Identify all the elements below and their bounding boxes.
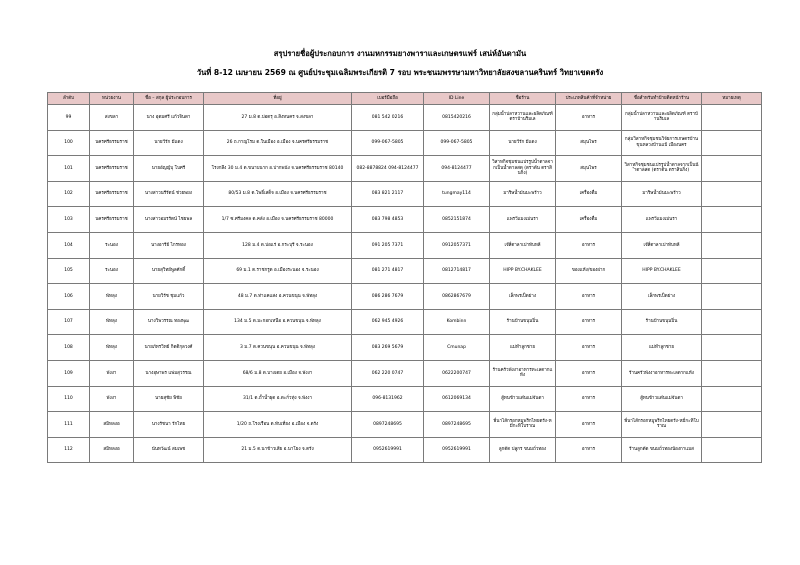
cell-sign-name: สู้ทนข้าวแต๋นแม่จันดา [622,386,702,412]
cell-address: 3 ม.7 ต.ควนขนุน อ.ควนขนุน จ.พัทลุง [204,335,352,361]
cell-remarks [702,284,762,310]
cell-product-type: อาหาร [556,105,622,131]
table-row [48,412,762,438]
cell-shop-name: แพรวีแมงเม่นรา [490,207,556,233]
header-address: ที่อยู่ [204,93,352,105]
cell-address: 31/1 ต.ถ้ำน้ำผุด อ.ตะกั่วทุ่ง จ.พังงา [204,386,352,412]
cell-shop-name: กลุ่มน้ำปลาหวานและผลิตภัณฑ์ ตราบ้านริมเล [490,105,556,131]
table-row [48,181,762,207]
cell-agency: พังงา [90,386,134,412]
cell-name: นายวีรัก มีแดง [134,130,204,156]
cell-phone: 081 542 0216 [352,105,424,131]
cell-phone: 091 205 7371 [352,232,424,258]
header-remarks: หมายเหตุ [702,93,762,105]
cell-line-id: 0852151874 [424,207,490,233]
cell-line-id: 0612069134 [424,386,490,412]
cell-line-id: tungmay114 [424,181,490,207]
cell-remarks [702,156,762,182]
cell-phone: 062 220 0747 [352,360,424,386]
cell-address: 21 ม.5 ต.นาข้าวเสีย อ.นาโยง จ.ตรัง [204,437,352,463]
cell-no: 111 [48,412,90,438]
cell-sign-name: มาริษน้ำมันมะพร้าว [622,181,702,207]
cell-phone: 083 269 5679 [352,335,424,361]
cell-product-type: ของแห้ง/ของฝาก [556,258,622,284]
cell-remarks [702,232,762,258]
cell-address: โรงกลึง 30 ม.4 ต.ขนาบนาก อ.ปากพนัง จ.นครศรีธรรมราช 80140 [204,156,352,182]
cell-no: 109 [48,360,90,386]
cell-shop-name: พี่นาไส้กรอกหมูพริกไทยตรัง-หมี่กะทิโบราณ [490,412,556,438]
cell-phone: 062 945 4926 [352,309,424,335]
cell-remarks [702,437,762,463]
table-row [48,130,762,156]
cell-shop-name: เจ๊สี่ตาลาเปาทับหลี [490,232,556,258]
cell-no: 101 [48,156,90,182]
cell-sign-name: ร้านลูกตัด ขนมถั่วทองน้องกาแมส [622,437,702,463]
cell-shop-name: ร้านครัวพังงาอาหารทะเลตากแห้ง [490,360,556,386]
cell-no: 105 [48,258,90,284]
cell-phone: 086 286 7679 [352,284,424,310]
cell-remarks [702,130,762,156]
table-row [48,232,762,258]
cell-no: 104 [48,232,90,258]
cell-agency: ระนอง [90,232,134,258]
cell-product-type: อาหาร [556,412,622,438]
cell-no: 108 [48,335,90,361]
cell-name: นางอุษาพร แพ่มสุวรรณ [134,360,204,386]
cell-line-id: 0815420216 [424,105,490,131]
cell-remarks [702,335,762,361]
cell-name: นางสาวนรีรัตน์ ช่วยพยง [134,181,204,207]
cell-name: นางอารีย์ ไกรทอง [134,232,204,258]
cell-agency: ระนอง [90,258,134,284]
header-shop-name: ชื่อร้าน [490,93,556,105]
cell-sign-name: เล็กพรเป็ดย่าง [622,284,702,310]
cell-sign-name: แม่ทำลูกชาย [622,335,702,361]
cell-name: นายสุชัย พิชัย [134,386,204,412]
cell-product-type: สมุนไพร [556,156,622,182]
table-row [48,207,762,233]
cell-remarks [702,412,762,438]
header-sign-name: ชื่อสำหรับทำป้ายติดหน้าร้าน [622,93,702,105]
cell-phone: 083 798 4853 [352,207,424,233]
cell-address: 1/20 ถ.โรงเรือน ต.ทับเที่ยง อ.เมือง จ.ตรัง [204,412,352,438]
cell-phone: 083 821 2117 [352,181,424,207]
cell-shop-name: มาริษน้ำมันมะพร้าว [490,181,556,207]
cell-product-type: อาหาร [556,232,622,258]
cell-no: 103 [48,207,90,233]
cell-line-id: 099-067-5805 [424,130,490,156]
header-name: ชื่อ – สกุล ผู้ประกอบการ [134,93,204,105]
cell-remarks [702,258,762,284]
cell-product-type: อาหาร [556,360,622,386]
cell-sign-name: วิสาหกิจชุมชนแปรรูปน้ำตาลจากเป็นน้ำตาลสด (ตราต้น ตราสินกิ่ง) [622,156,702,182]
cell-phone: 082-8878824 094-8124477 [352,156,424,182]
cell-product-type: เครื่องดื่ม [556,207,622,233]
cell-shop-name: แม่ทำลูกชาย [490,335,556,361]
cell-shop-name: วิสาหกิจชุมชนแปรรูปน้ำตาลจากเป็นน้ำตาลสด (ตราต้น ตราสินกิ่ง) [490,156,556,182]
cell-address: 1/7 ซ.ศรีมงคล ต.คลัง อ.เมือง จ.นครศรีธรรมราช 80000 [204,207,352,233]
cell-phone: 0897248695 [352,412,424,438]
cell-address: 26 ถ.กาญโรม ต.ในเมือง อ.เมือง จ.นครศรีธรรมราช [204,130,352,156]
cell-remarks [702,309,762,335]
cell-agency: นครศรีธรรมราช [90,130,134,156]
cell-phone: 096-8131962 [352,386,424,412]
table-row [48,360,762,386]
cell-sign-name: ร้านบ้านขนุนปิ่น [622,309,702,335]
header-phone: เบอร์มือถือ [352,93,424,105]
cell-agency: สมิหลงอ [90,437,134,463]
table-row [48,309,762,335]
cell-address: 128 ม.4 ต.บ่อแร่ อ.กระบุรี จ.ระนอง [204,232,352,258]
cell-phone: 099-067-5805 [352,130,424,156]
cell-name: นางวิพวรรณ ทองพุฒ [134,309,204,335]
table-row [48,156,762,182]
table-row [48,335,762,361]
cell-address: 68/6 ม.8 ต.บางเตย อ.เมือง จ.พังงา [204,360,352,386]
cell-shop-name: สู้ทนข้าวแต๋นแม่จันดา [490,386,556,412]
cell-sign-name: เจ๊สี่ตาลาเปาทับหลี [622,232,702,258]
cell-no: 110 [48,386,90,412]
cell-name: นางรัชนา รักไทย [134,412,204,438]
cell-sign-name: กลุ่มวิสาหกิจชุมชนวิจัยการเกษตรบ้านขุนหลวงบ้านแป้ เมืองนคร [622,130,702,156]
cell-name: นายอัญญ์บุ โบศรี [134,156,204,182]
header-no: ลำดับ [48,93,90,105]
cell-agency: สมิหลงอ [90,412,134,438]
cell-address: 134 ม.5 ต.มะกอกเหนือ อ.ควนขนุน จ.พัทลุง [204,309,352,335]
cell-sign-name: แพรวีแมงเม่นรา [622,207,702,233]
cell-address: 69 ม.1 ต.ราชกรูด อ.เมืองระนอง จ.ระนอง [204,258,352,284]
document-subtitle: วันที่ 8-12 เมษายน 2569 ณ ศูนย์ประชุมเฉลิมพระเกียรติ 7 รอบ พระชนมพรรษามหาวิทยาลัยสงขลานครินทร์ วิทยาเขตตรัง [196,68,604,77]
cell-shop-name: ลูกตัด ปลูกร ขนมถั่วทอง [490,437,556,463]
cell-shop-name: HIPP BY.CHAKLEE [490,258,556,284]
cell-product-type: อาหาร [556,437,622,463]
cell-agency: พัทลุง [90,335,134,361]
vendor-table [47,92,762,463]
header-line-id: ID Line [424,93,490,105]
cell-product-type: อาหาร [556,335,622,361]
cell-phone: 0952619991 [352,437,424,463]
cell-line-id: 0812714817 [424,258,490,284]
cell-sign-name: HIPP BY.CHAKLEE [622,258,702,284]
cell-shop-name: นายวีรัก มีแดง [490,130,556,156]
cell-sign-name: พี่นาไส้กรอกหมูพริกไทยตรัง-หมี่กะทิโบราณ [622,412,702,438]
cell-remarks [702,105,762,131]
cell-no: 102 [48,181,90,207]
cell-phone: 081 271 4817 [352,258,424,284]
cell-product-type: อาหาร [556,284,622,310]
table-row [48,386,762,412]
cell-agency: พัทลุง [90,309,134,335]
cell-line-id: 0862867679 [424,284,490,310]
header-agency: หน่วยงาน [90,93,134,105]
cell-agency: สงขลา [90,105,134,131]
cell-address: 80/53 ม.8 ต.โพธิ์เสด็จ อ.เมือง จ.นครศรีธรรมราช [204,181,352,207]
cell-sign-name: ร้านครัวพังงาอาหารทะเลตากแห้ง [622,360,702,386]
cell-agency: พังงา [90,360,134,386]
cell-product-type: อาหาร [556,386,622,412]
cell-remarks [702,360,762,386]
cell-no: 112 [48,437,90,463]
cell-no: 99 [48,105,90,131]
cell-product-type: อาหาร [556,309,622,335]
cell-address: 48 ม.7 ต.ท่าแคแสง อ.ควนขนุน จ.พัทลุง [204,284,352,310]
cell-name: นายวิรัช ชุมแก้ว [134,284,204,310]
cell-name: นันทวัฒน์ สมเพช [134,437,204,463]
cell-remarks [702,386,762,412]
cell-line-id: 094-8124477 [424,156,490,182]
cell-remarks [702,181,762,207]
table-body [48,105,762,463]
cell-no: 107 [48,309,90,335]
cell-remarks [702,207,762,233]
cell-line-id: 0912057371 [424,232,490,258]
table-row [48,284,762,310]
table-header-row [48,93,762,105]
cell-name: นาง อุดมศรี แก้วจินดา [134,105,204,131]
cell-product-type: เครื่องดื่ม [556,181,622,207]
cell-agency: นครศรีธรรมราช [90,207,134,233]
cell-agency: นครศรีธรรมราช [90,181,134,207]
cell-shop-name: เล็กพรเป็ดย่าง [490,284,556,310]
cell-name: นางสาวอมรรัตน์ ไชยพล [134,207,204,233]
cell-no: 100 [48,130,90,156]
cell-line-id: 0952619991 [424,437,490,463]
cell-sign-name: กลุ่มน้ำปลาหวานและผลิตภัณฑ์ ตราบ้านริมเล [622,105,702,131]
table-row [48,258,762,284]
cell-agency: พัทลุง [90,284,134,310]
cell-line-id: 0897248695 [424,412,490,438]
cell-name: นายภัทรวิทย์ กิตติกุลวงศ์ [134,335,204,361]
header-product-type: ประเภทสินค้าที่จำหน่าย [556,93,622,105]
document-title: สรุปรายชื่อผู้ประกอบการ งานมหกรรมยางพาราและเกษตรแฟร์ เสน่ห์อันดามัน [273,49,527,58]
cell-product-type: สมุนไพร [556,130,622,156]
cell-line-id: Cmunap [424,335,490,361]
cell-no: 106 [48,284,90,310]
cell-agency: นครศรีธรรมราช [90,156,134,182]
cell-shop-name: ร้านบ้านขนุนปิ่น [490,309,556,335]
cell-line-id: 0622200747 [424,360,490,386]
table-row [48,437,762,463]
cell-line-id: Kombinn [424,309,490,335]
table-row [48,105,762,131]
cell-address: 27 ม.8 ต.บ่อตรุ อ.สิงหนคร จ.สงขลา [204,105,352,131]
cell-name: นายสุวิทย์พูลศักดิ์ [134,258,204,284]
